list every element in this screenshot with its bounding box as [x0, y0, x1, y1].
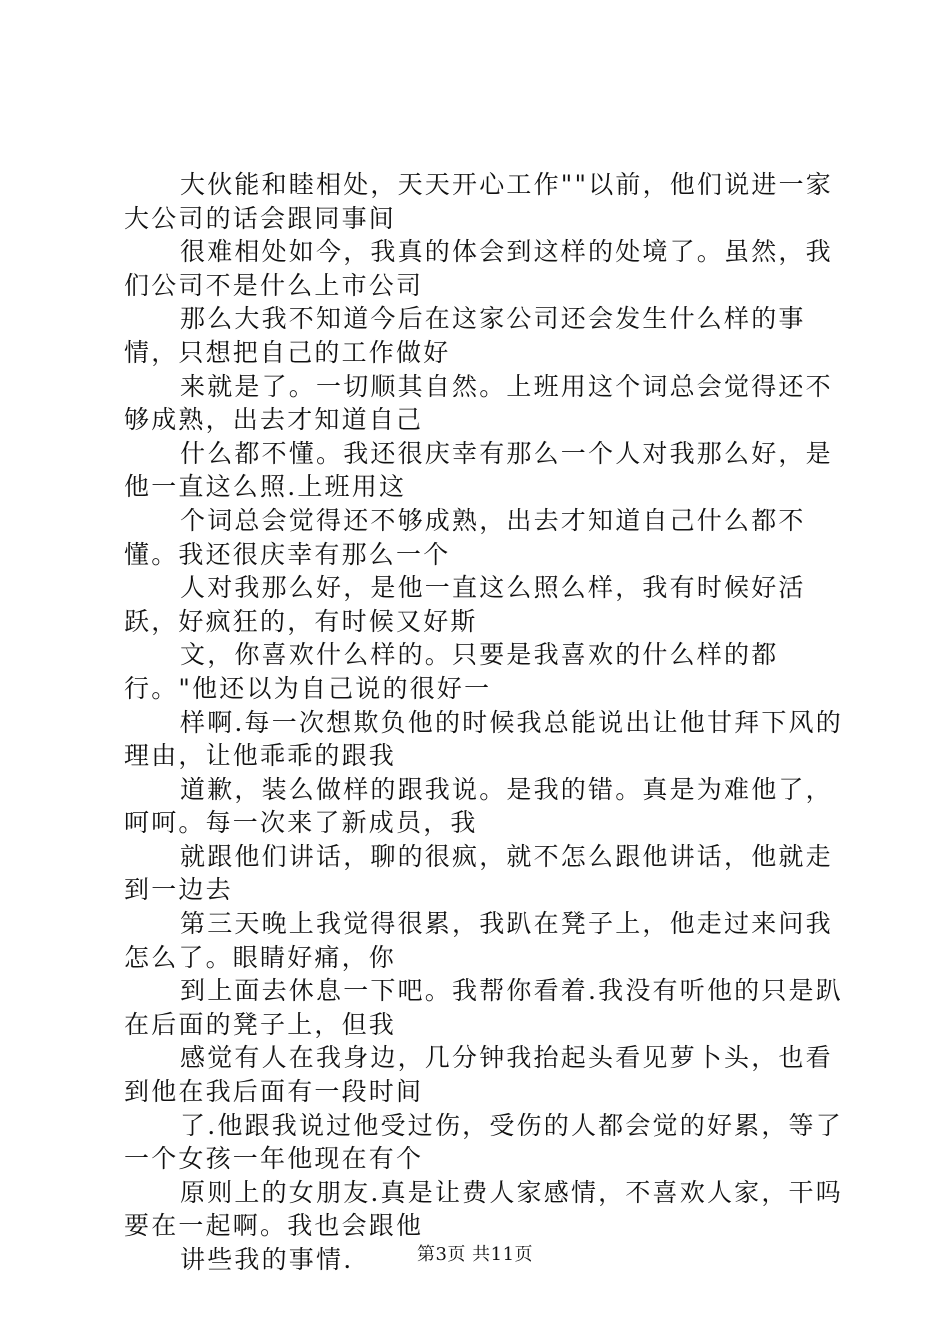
paragraph-10: 道歉，装么做样的跟我说。是我的错。真是为难他了，呵呵。每一次来了新成员，我	[124, 774, 833, 838]
paragraph-5: 什么都不懂。我还很庆幸有那么一个人对我那么好，是他一直这么照.上班用这	[124, 438, 833, 502]
paragraph-14: 感觉有人在我身边，几分钟我抬起头看见萝卜头，也看到他在我后面有一段时间	[124, 1043, 833, 1107]
paragraph-6: 个词总会觉得还不够成熟，出去才知道自己什么都不懂。我还很庆幸有那么一个	[124, 505, 806, 569]
paragraph-4: 来就是了。一切顺其自然。上班用这个词总会觉得还不够成熟，出去才知道自己	[124, 371, 833, 435]
paragraph-16: 原则上的女朋友.真是让费人家感情，不喜欢人家，干吗要在一起啊。我也会跟他	[124, 1177, 843, 1241]
paragraph-7: 人对我那么好，是他一直这么照么样，我有时候好活跃，好疯狂的，有时候又好斯	[124, 573, 806, 636]
paragraph-1: 大伙能和睦相处，天天开心工作""以前，他们说进一家大公司的话会跟同事间	[124, 170, 834, 233]
paragraph-11: 就跟他们讲话，聊的很疯，就不怎么跟他讲话，他就走到一边去	[124, 841, 833, 905]
paragraph-9: 样啊.每一次想欺负他的时候我总能说出让他甘拜下风的理由，让他乖乖的跟我	[124, 707, 843, 771]
paragraph-3: 那么大我不知道今后在这家公司还会发生什么样的事情，只想把自己的工作做好	[124, 304, 806, 367]
paragraph-15: 了.他跟我说过他受过伤，受伤的人都会觉的好累，等了一个女孩一年他现在有个	[124, 1110, 843, 1174]
paragraph-17: 讲些我的事情.	[180, 1245, 354, 1274]
paragraph-12: 第三天晚上我觉得很累，我趴在凳子上，他走过来问我怎么了。眼睛好痛，你	[124, 909, 833, 972]
paragraph-8: 文，你喜欢什么样的。只要是我喜欢的什么样的都行。"他还以为自己说的很好一	[124, 640, 779, 703]
page-number-footer: 第3页 共11页	[416, 1244, 534, 1265]
paragraph-13: 到上面去休息一下吧。我帮你看着.我没有听他的只是趴在后面的凳子上，但我	[124, 976, 843, 1039]
document-body	[124, 168, 844, 1277]
paragraph-2: 很难相处如今，我真的体会到这样的处境了。虽然，我们公司不是什么上市公司	[124, 237, 833, 300]
